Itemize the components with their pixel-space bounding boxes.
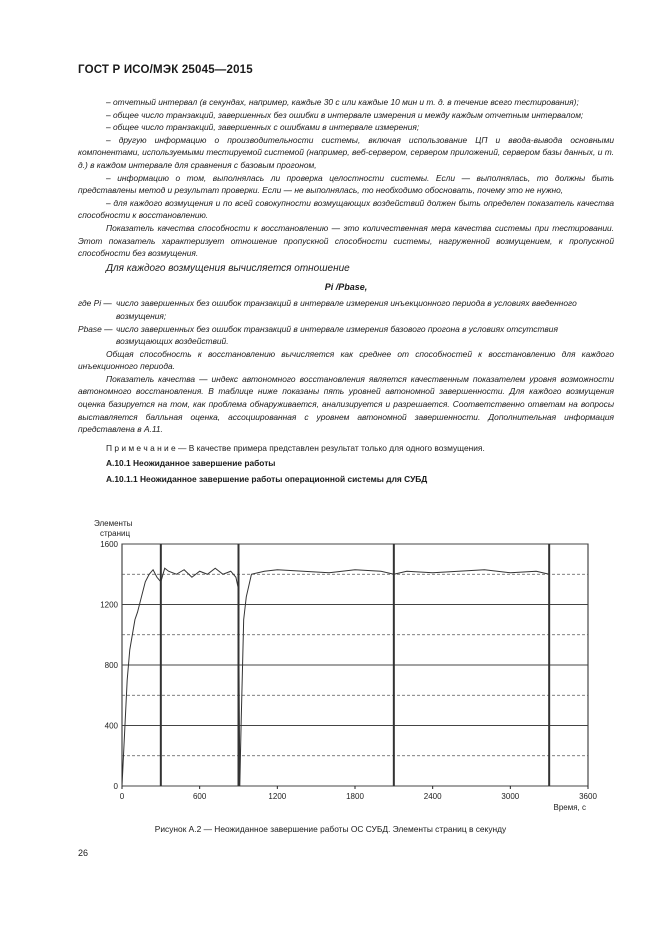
x-axis-label: Время, с [553,803,586,812]
y-tick-label: 0 [113,782,118,791]
data-series-line [122,568,549,786]
paragraph-2: – общее число транзакций, завершенных без ошибки в интервале измерения и между каждым отчетным интервалом; [106,109,584,120]
y-tick-label: 1200 [100,600,118,610]
definition-pbase-label: Pbase — [78,323,113,334]
y-tick-label: 400 [104,721,118,731]
x-tick-label: 1800 [346,792,364,801]
x-tick-label: 0 [119,792,125,801]
y-axis-label: Элементы [94,519,133,528]
body-text [78,96,614,486]
definition-pi [78,297,614,322]
note: П р и м е ч а н и е — В качестве примера представлен результат только для одного возмущения. [106,442,485,453]
definition-pi-label: где Pi — [78,298,112,309]
paragraph-4: – другую информацию о производительности системы, включая использование ЦП и ввода-вывода основными компонентами, используемыми тестируемой системой (например, веб-сервером, сервером приложений, сервером базы данных, и т. д.) в каждом интервале для сравнения с базовым прогоном, [78,134,614,170]
y-tick-label: 800 [104,661,118,670]
x-tick-label: 3600 [579,792,597,801]
x-tick-label: 2400 [423,792,442,801]
definition-pbase [78,323,614,348]
section-heading-a-10-1: А.10.1 Неожиданное завершение работы [106,458,276,469]
x-tick-label: 600 [192,792,207,801]
definition-pbase-text: число завершенных без ошибок транзакций в интервале измерения базового прогона в условиях отсутствия возмущающих воздействий. [116,323,558,347]
paragraph-7: Показатель качества способности к восстановлению — это количественная мера качества системы при тестировании. Этот показатель характеризует отношение пропускной способности системы, нагруженной возмущением, к пропускной способности без возмущения. [78,222,614,259]
page-elements-chart [92,516,612,822]
paragraph-6: – для каждого возмущения и по всей совокупности возмущающих воздействий должен быть определен показатель качества способности к восстановлению. [78,197,614,221]
paragraph-3: – общее число транзакций, завершенных с ошибками в интервале измерения; [106,122,420,133]
x-tick-label: 1200 [268,792,287,801]
y-tick-label: 1600 [100,540,118,549]
definition-pi-text: число завершенных без ошибок транзакций в интервале измерения инъекционного периода в условиях введенного возмущения; [116,298,577,321]
paragraph-5: – информацию о том, выполнялась ли проверка целостности системы. Если — выполнялась, то должны быть представлены метод и результат проверки. Если — не выполнялась, то необходимо обосновать, почему это не нужно, [78,172,614,196]
page-number: 26 [78,848,89,858]
formula: Pi /Pbase, [324,281,368,292]
x-tick-label: 3000 [501,792,520,801]
section-heading-a-10-1-1: А.10.1.1 Неожиданное завершение работы операционной системы для СУБД [106,474,428,485]
y-axis-label-2: страниц [100,529,131,538]
paragraph-1: – отчетный интервал (в секундах, например, каждые 30 с или каждые 10 мин и т. д. в течение всего тестирования); [106,97,579,107]
document-header: ГОСТ Р ИСО/МЭК 25045—2015 [78,64,253,76]
paragraph-9: Общая способность к восстановлению вычисляется как среднее от способностей к восстановлению для каждого инъекционного периода. [78,348,614,372]
paragraph-10: Показатель качества — индекс автономного восстановления является качественным показателем уровня возможности автономного восстановления. В таблице ниже показаны пять уровней автономной завершенности. Для каждого возмущения оценка базируется на том, как проблема обнаруживается, анализируется и разрешается. Соответственно ответам на вопросы выставляется балльная оценка, ассоциированная с уровнем автономной завершенности. Дополнительная информация представлена в А.11. [78,373,614,435]
figure-caption: Рисунок А.2 — Неожиданное завершение работы ОС СУБД. Элементы страниц в секунду [154,824,507,834]
paragraph-8: Для каждого возмущения вычисляется отношение [106,262,350,274]
